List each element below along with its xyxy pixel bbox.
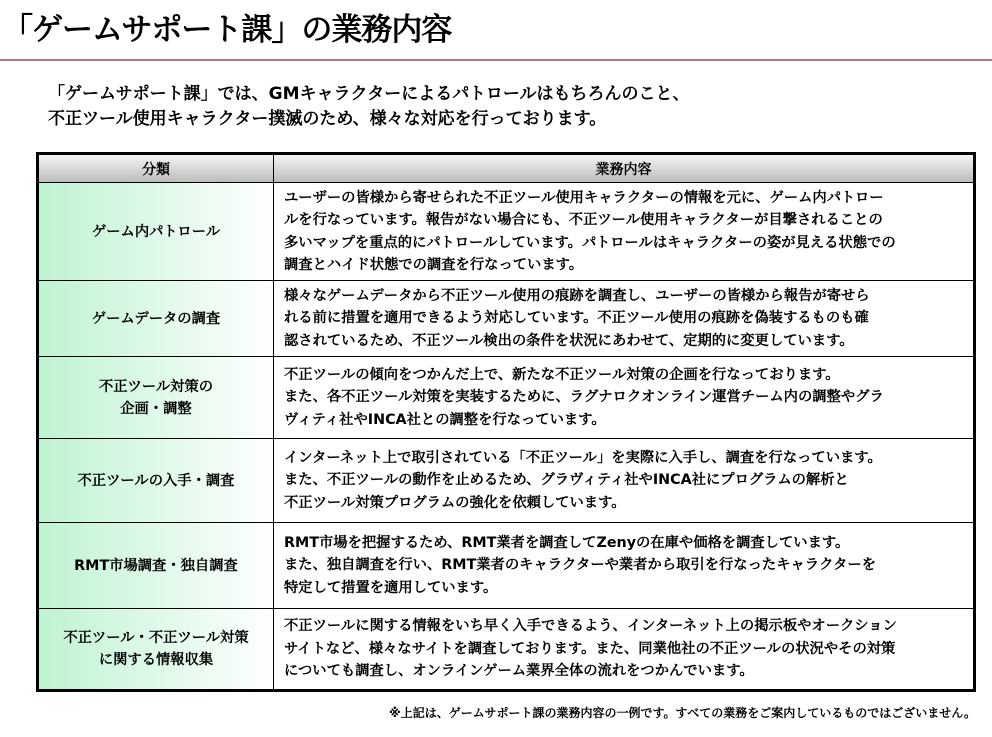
- table-row: [39, 609, 973, 690]
- duties-line: 不正ツール対策プログラムの強化を依頼しています。: [284, 494, 626, 511]
- duties-line: 不正ツールに関する情報をいち早く入手できるよう、インターネット上の掲示板やオークション: [284, 618, 897, 635]
- table-row: [39, 281, 973, 357]
- duties-cell: [274, 183, 974, 281]
- category-cell: [39, 609, 274, 690]
- duties-line: ルを行なっています。報告がない場合にも、不正ツール使用キャラクターが目撃されることの: [284, 212, 883, 228]
- duties-cell: [274, 609, 974, 690]
- category-cell: [39, 183, 274, 281]
- duties-line: 認されているため、不正ツール検出の条件を状況にあわせて、定期的に変更しています。: [284, 332, 854, 349]
- category-label: ゲーム内パトロール: [91, 223, 221, 240]
- duties-line: についても調査し、オンラインゲーム業界全体の流れをつかんでいます。: [284, 663, 754, 680]
- duties-line: ユーザーの皆様から寄せられた不正ツール使用キャラクターの情報を元に、ゲーム内パトロー: [284, 189, 884, 206]
- duties-line: れる前に措置を適用できるよう対応しています。不正ツール使用の痕跡を偽装するものも確: [284, 310, 869, 327]
- duties-line: 特定して措置を適用しています。: [284, 579, 498, 596]
- table-row: [39, 439, 973, 523]
- header-duties: 業務内容: [274, 155, 974, 183]
- category-cell: [39, 281, 274, 357]
- table-row: [39, 183, 973, 281]
- duties-line: また、各不正ツール対策を実装するために、ラグナロクオンライン運営チーム内の調整やグラ: [284, 389, 884, 406]
- duties-line: 不正ツールの傾向をつかんだ上で、新たな不正ツール対策の企画を行なっております。: [284, 366, 840, 383]
- category-label: 不正ツールの入手・調査: [77, 472, 235, 489]
- duties-line: また、不正ツールの動作を止めるため、グラヴィティ社やINCA社にプログラムの解析と: [284, 472, 849, 489]
- duties-cell: [274, 281, 974, 357]
- duties-line: 多いマップを重点的にパトロールしています。パトロールはキャラクターの姿が見える状態での: [284, 234, 896, 251]
- duties-line: インターネット上で取引されている「不正ツール」を実際に入手し、調査を行なっています。: [284, 449, 882, 466]
- duties-cell: [274, 523, 974, 609]
- category-label: 企画・調整: [120, 400, 192, 417]
- category-label: RMT市場調査・独自調査: [74, 557, 238, 574]
- table-header-row: [39, 155, 973, 183]
- category-cell: [39, 439, 274, 523]
- title-divider: [0, 59, 992, 61]
- duties-line: サイトなど、様々なサイトを調査しております。また、同業他社の不正ツールの状況やその対策: [284, 640, 896, 657]
- duties-line: 調査とハイド状態での調査を行なっています。: [284, 257, 584, 273]
- category-cell: [39, 523, 274, 609]
- category-label: ゲームデータの調査: [91, 310, 221, 327]
- category-cell: [39, 357, 274, 439]
- duties-line: RMT市場を把握するため、RMT業者を調査してZenyの在庫や価格を調査しています。: [284, 534, 850, 551]
- page-title: 「ゲームサポート課」の業務内容: [2, 12, 452, 48]
- header-category: 分類: [39, 155, 274, 183]
- footnote: ※上記は、ゲームサポート課の業務内容の一例です。すべての業務をご案内しているものではございません。: [389, 706, 976, 720]
- category-label: 不正ツール・不正ツール対策: [63, 630, 249, 646]
- duties-table: [36, 152, 976, 692]
- duties-line: ヴィティ社やINCA社との調整を行なっています。: [284, 411, 606, 428]
- intro-text: [48, 82, 690, 132]
- category-label: に関する情報収集: [98, 652, 214, 668]
- duties-cell: [274, 439, 974, 523]
- duties-line: また、独自調査を行い、RMT業者のキャラクターや業者から取引を行なったキャラクターを: [284, 557, 876, 574]
- table-row: [39, 523, 973, 609]
- intro-line: 「ゲームサポート課」では、GMキャラクターによるパトロールはもちろんのこと、: [48, 84, 690, 104]
- duties-cell: [274, 357, 974, 439]
- table-row: [39, 357, 973, 439]
- intro-line: 不正ツール使用キャラクター撲滅のため、様々な対応を行っております。: [48, 109, 607, 129]
- category-label: 不正ツール対策の: [98, 378, 214, 395]
- duties-line: 様々なゲームデータから不正ツール使用の痕跡を調査し、ユーザーの皆様から報告が寄せら: [284, 287, 870, 304]
